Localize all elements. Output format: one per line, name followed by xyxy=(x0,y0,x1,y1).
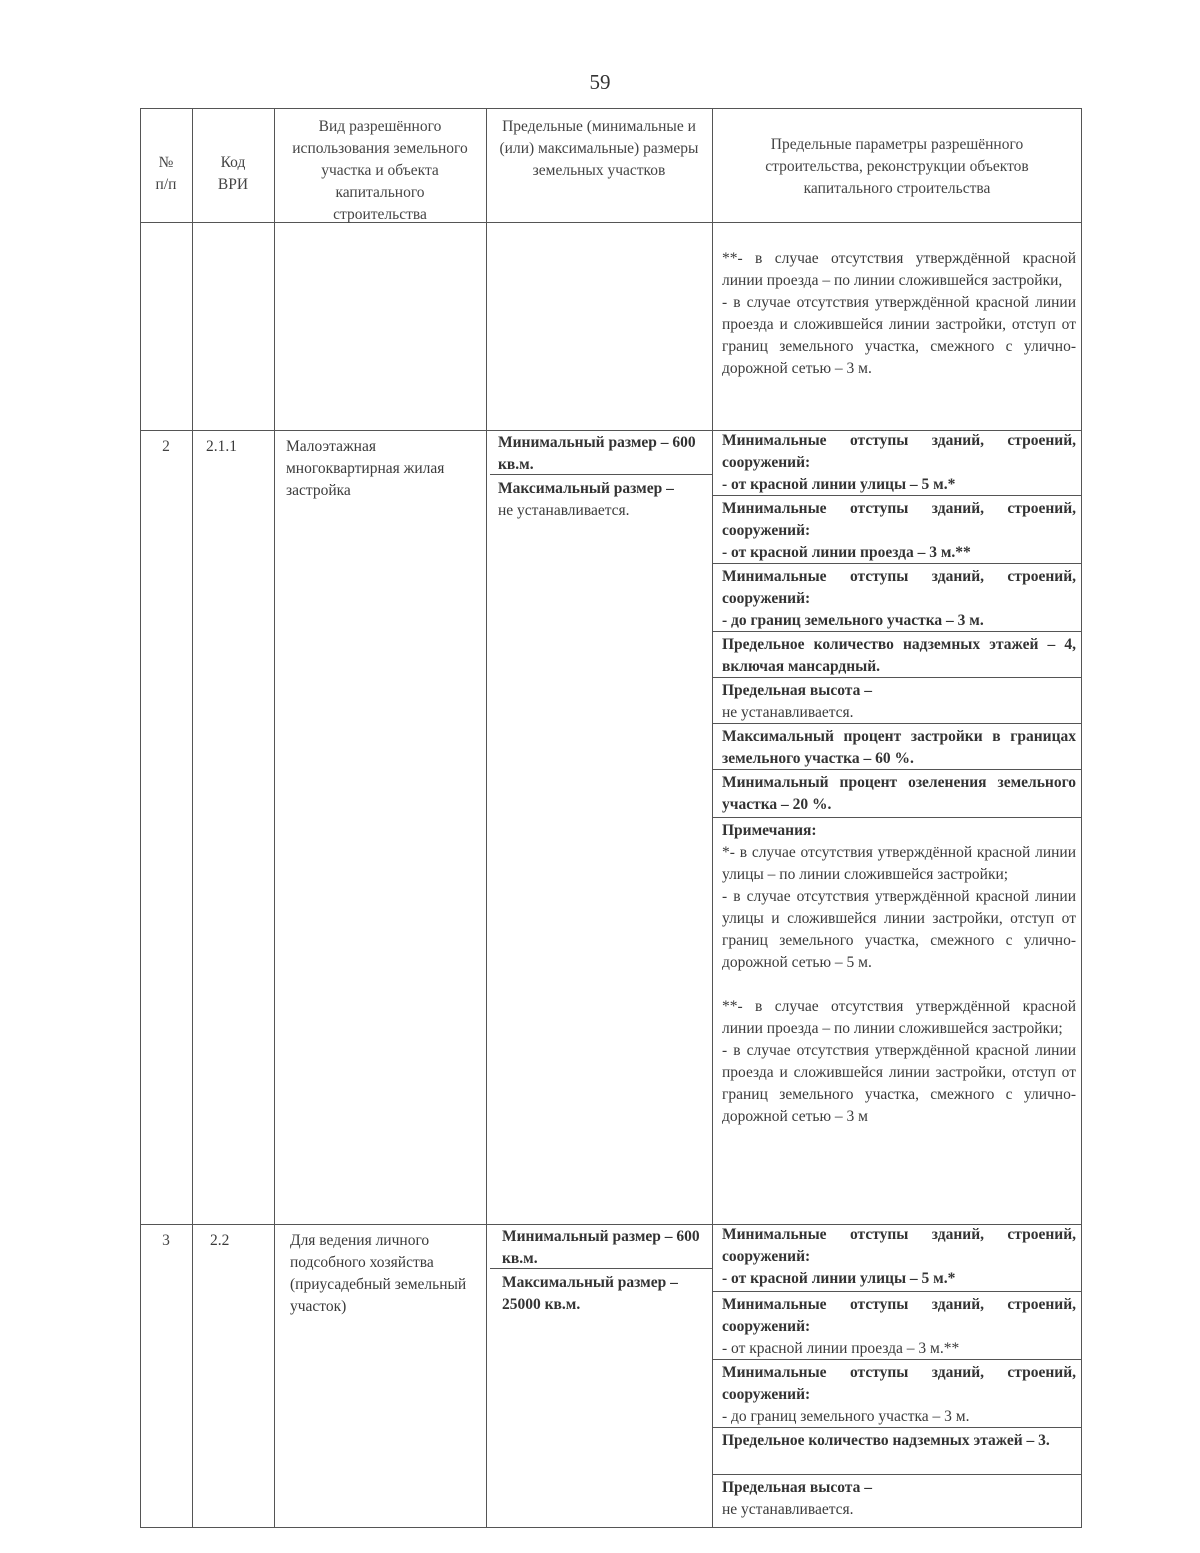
row-2-size-divider xyxy=(490,474,712,475)
row-2-param-height xyxy=(712,680,1082,724)
param-value: - до границ земельного участка – 3 м. xyxy=(722,612,984,629)
row-3-param-setback-street xyxy=(712,1224,1082,1290)
note-street-2: - в случае отсутствия утверждённой красной линии улицы и сложившейся линии застройки, отступ от границ земельного участка, смежного с улично-дорожной сетью – 5 м. xyxy=(722,888,1076,971)
row-3-param-height xyxy=(712,1477,1082,1521)
param-label: Минимальные отступы зданий, строений, сооружений: xyxy=(722,1364,1076,1403)
row-3-param-setback-proezd xyxy=(712,1294,1082,1360)
table-border-top xyxy=(140,108,1082,109)
param-divider xyxy=(712,769,1082,770)
param-value: - от красной линии проезда – 3 м.** xyxy=(722,544,971,561)
param-label: Минимальные отступы зданий, строений, сооружений: xyxy=(722,568,1076,607)
col-divider-3 xyxy=(486,108,487,1528)
header-build-params: Предельные параметры разрешённого строительства, реконструкции объектов капитального строительства xyxy=(765,136,1029,197)
row-2-size-min: Минимальный размер – 600 кв.м. xyxy=(498,434,696,473)
header-bottom-line xyxy=(140,222,1082,223)
note-proezd-1: **- в случае отсутствия утверждённой красной линии проезда – по линии сложившейся застройки, xyxy=(722,250,1076,289)
table-border-left xyxy=(140,108,141,1528)
row-2-size-max-label: Максимальный размер – xyxy=(498,480,674,497)
row-2-param-setback-street xyxy=(712,430,1082,496)
param-divider xyxy=(712,631,1082,632)
row-3-param-setback-border xyxy=(712,1362,1082,1428)
note-spacer xyxy=(722,974,1076,996)
table-border-bottom xyxy=(140,1527,1082,1528)
param-label: Минимальные отступы зданий, строений, сооружений: xyxy=(722,500,1076,539)
param-label: Минимальные отступы зданий, строений, сооружений: xyxy=(722,1296,1076,1335)
param-value: - от красной линии улицы – 5 м.* xyxy=(722,1270,956,1287)
regulations-table xyxy=(140,108,1082,1528)
col-divider-1 xyxy=(192,108,193,1528)
row-3-param-floors: Предельное количество надземных этажей – 3. xyxy=(722,1432,1050,1449)
param-label: Предельная высота – xyxy=(722,1479,872,1496)
param-label: Минимальные отступы зданий, строений, сооружений: xyxy=(722,432,1076,471)
row-prev-params xyxy=(712,248,1082,380)
note-proezd-2: - в случае отсутствия утверждённой красной линии проезда и сложившейся линии застройки, отступ от границ земельного участка, смежного с улично-дорожной сетью – 3 м. xyxy=(722,294,1076,377)
param-divider xyxy=(712,1359,1082,1360)
param-divider xyxy=(712,1291,1082,1292)
row-2-param-setback-proezd xyxy=(712,498,1082,564)
row-2-param-setback-border xyxy=(712,566,1082,632)
note-proezd-2: - в случае отсутствия утверждённой красной линии проезда и сложившейся линии застройки, отступ от границ земельного участка, смежного с улично-дорожной сетью – 3 м xyxy=(722,1042,1076,1125)
header-use-type: Вид разрешённого использования земельного участка и объекта капитального строительства xyxy=(292,118,468,223)
row-2-use-type: Малоэтажная многоквартирная жилая застройка xyxy=(286,438,445,499)
row-3-size-min: Минимальный размер – 600 кв.м. xyxy=(502,1228,700,1267)
row-3-size-divider xyxy=(490,1268,712,1269)
header-num: № п/п xyxy=(155,154,177,193)
row-3-code: 2.2 xyxy=(210,1232,230,1249)
param-value: не устанавливается. xyxy=(722,1501,854,1518)
row-2-param-coverage: Максимальный процент застройки в границах земельного участка – 60 %. xyxy=(722,728,1076,767)
row-2-num: 2 xyxy=(162,438,170,455)
row-2-param-greenery: Минимальный процент озеленения земельного участка – 20 %. xyxy=(722,774,1076,813)
row-2-size-max xyxy=(498,478,708,522)
param-divider xyxy=(712,817,1082,818)
param-divider xyxy=(712,1427,1082,1428)
param-value: не устанавливается. xyxy=(722,704,854,721)
param-value: - от красной линии проезда – 3 м.** xyxy=(722,1340,960,1357)
row-2-param-floors: Предельное количество надземных этажей – 4, включая мансардный. xyxy=(722,636,1076,675)
notes-heading: Примечания: xyxy=(722,822,817,839)
param-divider xyxy=(712,1474,1082,1475)
param-divider xyxy=(712,677,1082,678)
col-divider-2 xyxy=(274,108,275,1528)
param-divider xyxy=(712,563,1082,564)
header-code: Код ВРИ xyxy=(217,154,249,193)
param-divider xyxy=(712,495,1082,496)
note-proezd-1: **- в случае отсутствия утверждённой красной линии проезда – по линии сложившейся застройки; xyxy=(722,998,1076,1037)
note-street-1: *- в случае отсутствия утверждённой красной линии улицы – по линии сложившейся застройки; xyxy=(722,844,1076,883)
row-2-notes xyxy=(712,820,1082,1128)
param-label: Минимальные отступы зданий, строений, сооружений: xyxy=(722,1226,1076,1265)
row-2-size-max-value: не устанавливается. xyxy=(498,502,630,519)
param-value: - от красной линии улицы – 5 м.* xyxy=(722,476,956,493)
row-3-size-max: Максимальный размер – 25000 кв.м. xyxy=(502,1274,678,1313)
param-value: - до границ земельного участка – 3 м. xyxy=(722,1408,970,1425)
page-number: 59 xyxy=(589,70,611,94)
param-label: Предельная высота – xyxy=(722,682,872,699)
row-3-use-type: Для ведения личного подсобного хозяйства (приусадебный земельный участок) xyxy=(290,1232,467,1315)
row-2-code: 2.1.1 xyxy=(206,438,237,455)
row-3-num: 3 xyxy=(162,1232,170,1249)
header-plot-size: Предельные (минимальные и (или) максимальные) размеры земельных участков xyxy=(499,118,699,179)
param-divider xyxy=(712,723,1082,724)
